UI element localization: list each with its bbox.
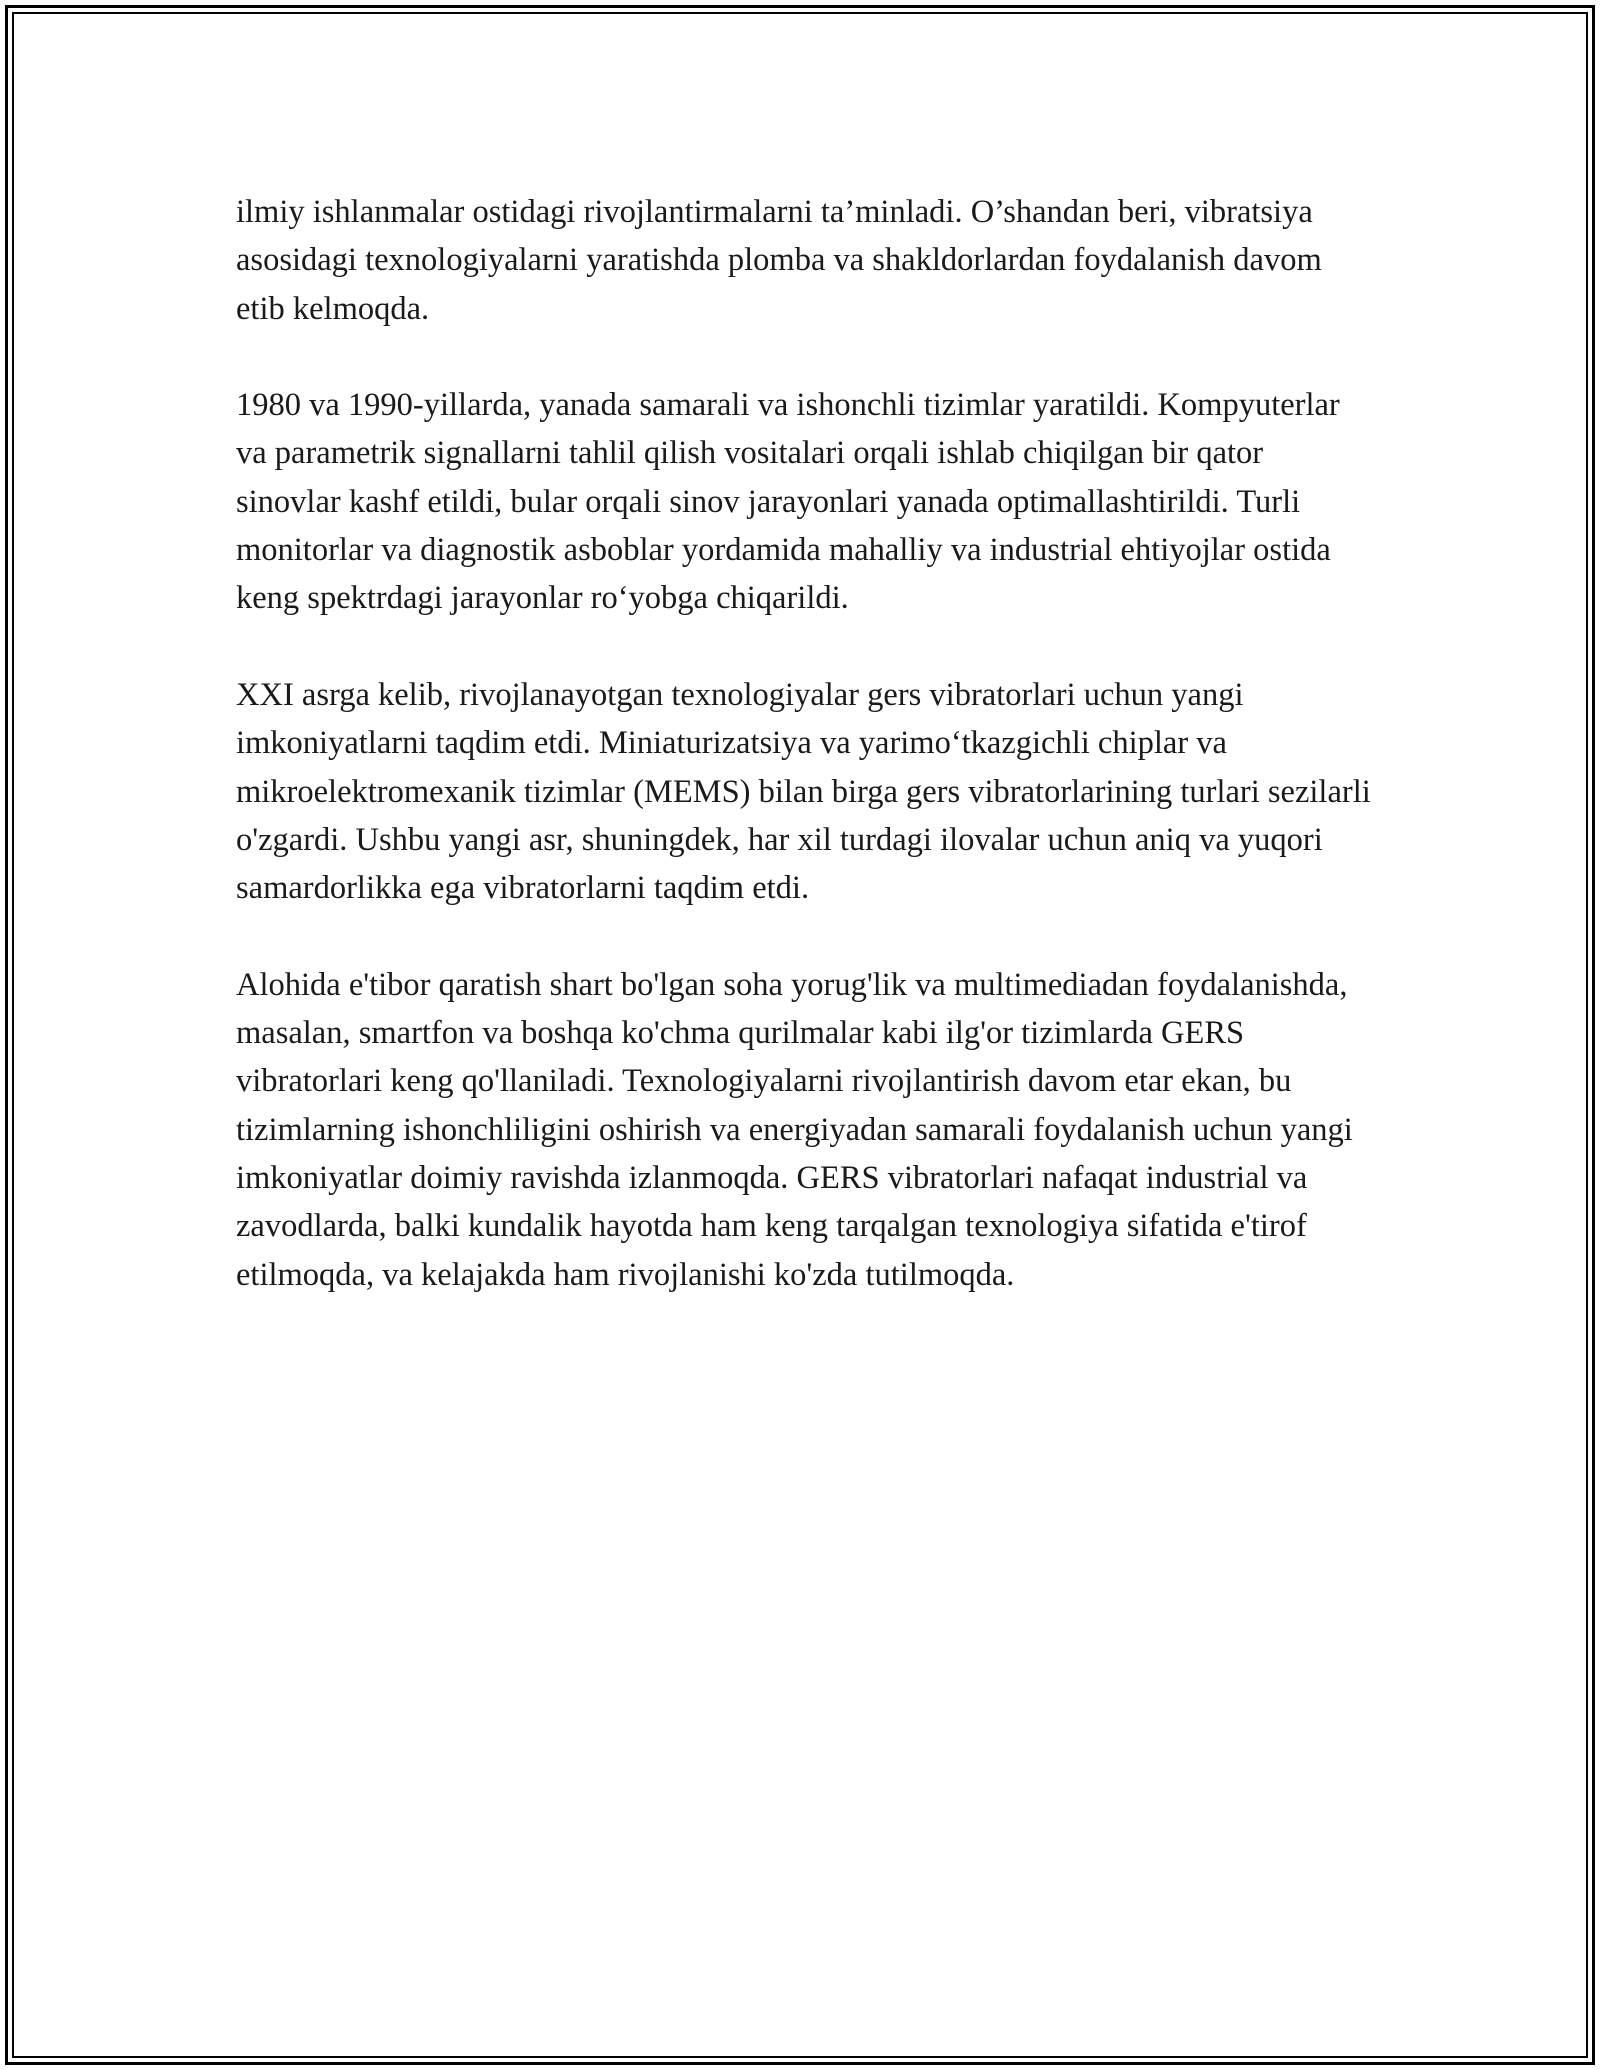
paragraph-1: ilmiy ishlanmalar ostidagi rivojlantirmalarni ta’minladi. O’shandan beri, vibratsiya asosidagi texnologiyalarni yaratishda plomba va shakldorlardan foydalanish davom etib kelmoqda. bbox=[236, 194, 1322, 327]
paragraph-4: Alohida e'tibor qaratish shart bo'lgan soha yorug'lik va multimediadan foydalanishda, masalan, smartfon va boshqa ko'chma qurilmalar kabi ilg'or tizimlarda GERS vibratorlari keng qo'llaniladi. Texnologiyalarni rivojlantirish davom etar ekan, bu tizimlarning ishonchliligini oshirish va energiyadan samarali foydalanish uchun yangi imkoniyatlar doimiy ravishda izlanmoqda. GERS vibratorlari nafaqat industrial va zavodlarda, balki kundalik hayotda ham keng tarqalgan texnologiya sifatida e'tirof etilmoqda, va kelajakda ham rivojlanishi ko'zda tutilmoqda. bbox=[236, 966, 1353, 1293]
paragraph-3: XXI asrga kelib, rivojlanayotgan texnologiyalar gers vibratorlari uchun yangi imkoniyatlarni taqdim etdi. Miniaturizatsiya va yarimo‘tkazgichli chiplar va mikroelektromexanik tizimlar (MEMS) bilan birga gers vibratorlarining turlari sezilarli o'zgardi. Ushbu yangi asr, shuningdek, har xil turdagi ilovalar uchun aniq va yuqori samardorlikka ega vibratorlarni taqdim etdi. bbox=[236, 676, 1371, 907]
paragraph-2: 1980 va 1990-yillarda, yanada samarali va ishonchli tizimlar yaratildi. Kompyuterlar va parametrik signallarni tahlil qilish vositalari orqali ishlab chiqilgan bir qator sinovlar kashf etildi, bular orqali sinov jarayonlari yanada optimallashtirildi. Turli monitorlar va diagnostik asboblar yordamida mahalliy va industrial ehtiyojlar ostida keng spektrdagi jarayonlar ro‘yobga chiqarildi. bbox=[236, 387, 1340, 617]
document-body bbox=[236, 188, 1371, 1347]
